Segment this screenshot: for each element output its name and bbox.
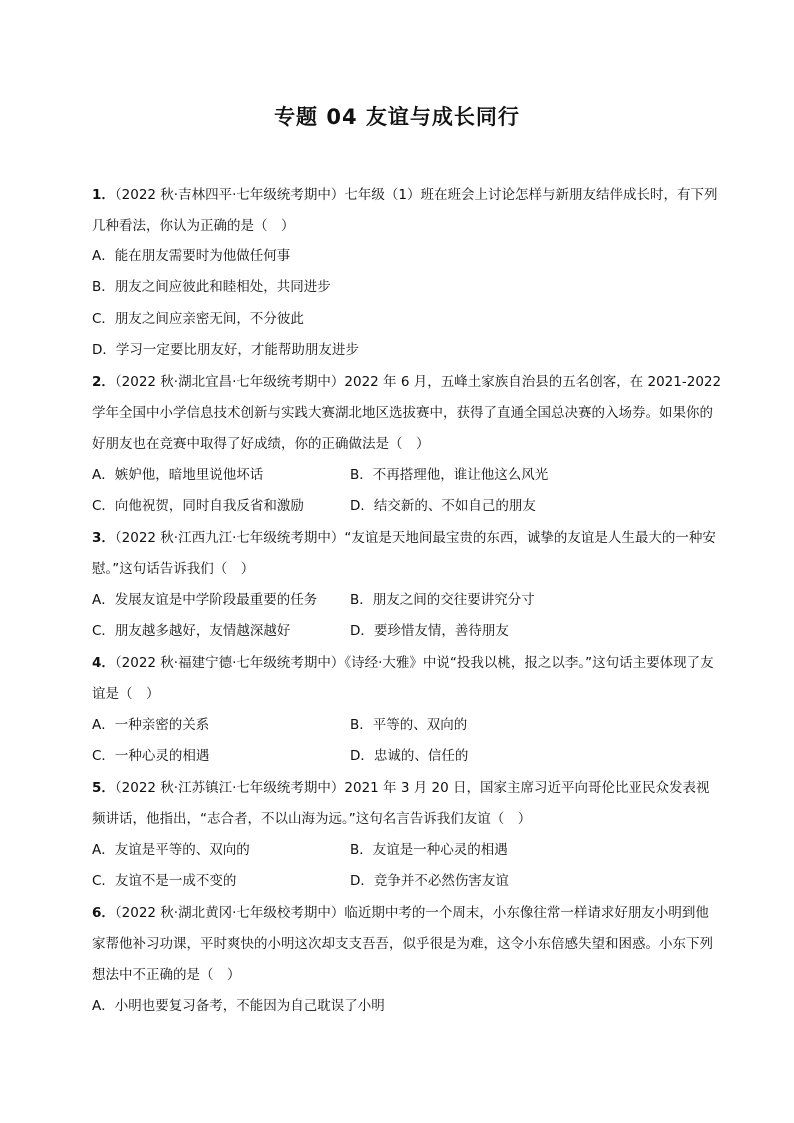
question-5 [92,773,722,835]
option-d: D．要珍惜友情，善待朋友 [350,623,509,639]
option-c: C．友谊不是一成不变的 [92,873,237,889]
question-number: 2． [92,374,115,390]
option-d: D．竞争并不必然伤害友谊 [350,873,509,889]
question-2 [92,367,722,460]
question-1 [92,180,722,242]
question-4 [92,648,722,710]
question-number: 6． [92,905,115,921]
option-d: D．结交新的、不如自己的朋友 [350,498,536,514]
option-c: C．朋友越多越好，友情越深越好 [92,623,291,639]
option-a: A．小明也要复习备考，不能因为自己耽误了小明 [92,998,385,1014]
question-6 [92,898,722,991]
option-c: C．向他祝贺，同时自我反省和激励 [92,498,304,514]
option-b: B．不再搭理他，谁让他这么风光 [350,467,549,483]
option-b: B．友谊是一种心灵的相遇 [350,842,508,858]
option-b: B．朋友之间应彼此和睦相处，共同进步 [92,279,331,295]
option-a: A．发展友谊是中学阶段最重要的任务 [92,592,318,608]
option-b: B．朋友之间的交往要讲究分寸 [350,592,535,608]
question-stem: （2022 秋·福建宁德·七年级统考期中）《诗经·大雅》中说“投我以桃，报之以李。”这句话主要体现了友谊是（ ） [92,655,714,702]
question-stem: （2022 秋·吉林四平·七年级统考期中）七年级（1）班在班会上讨论怎样与新朋友结伴成长时，有下列几种看法，你认为正确的是（ ） [92,187,718,234]
option-d: D．学习一定要比朋友好，才能帮助朋友进步 [92,342,359,358]
question-number: 3． [92,530,115,546]
page-title: 专题 04 友谊与成长同行 [274,105,520,129]
question-stem: （2022 秋·江苏镇江·七年级统考期中）2021 年 3 月 20 日，国家主席习近平向哥伦比亚民众发表视频讲话，他指出，“志合者，不以山海为远。”这句名言告诉我们友谊（ ） [92,780,710,827]
question-number: 5． [92,780,115,796]
question-3 [92,523,722,585]
question-stem: （2022 秋·江西九江·七年级统考期中）“友谊是天地间最宝贵的东西，诚挚的友谊是人生最大的一种安慰。”这句话告诉我们（ ） [92,530,716,577]
option-a: A．友谊是平等的、双向的 [92,842,250,858]
option-d: D．忠诚的、信任的 [350,748,469,764]
question-number: 1． [92,187,115,203]
option-a: A．一种亲密的关系 [92,717,210,733]
option-a: A．能在朋友需要时为他做任何事 [92,248,291,264]
question-stem: （2022 秋·湖北宜昌·七年级统考期中）2022 年 6 月，五峰土家族自治县的五名创客，在 2021-2022 学年全国中小学信息技术创新与实践大赛湖北地区选拔赛中，获得了直通全国总决赛的入场券。如果你的好朋友也在竞赛中取得了好成绩，你的正确做法是（ ） [92,374,722,452]
option-a: A．嫉妒他，暗地里说他坏话 [92,467,264,483]
question-stem: （2022 秋·湖北黄冈·七年级校考期中）临近期中考的一个周末，小东像往常一样请求好朋友小明到他家帮他补习功课，平时爽快的小明这次却支支吾吾，似乎很是为难，这令小东倍感失望和困惑。小东下列想法中不正确的是（ ） [92,905,713,983]
question-number: 4． [92,655,115,671]
option-b: B．平等的、双向的 [350,717,468,733]
option-c: C．一种心灵的相遇 [92,748,210,764]
option-c: C．朋友之间应亲密无间，不分彼此 [92,311,304,327]
